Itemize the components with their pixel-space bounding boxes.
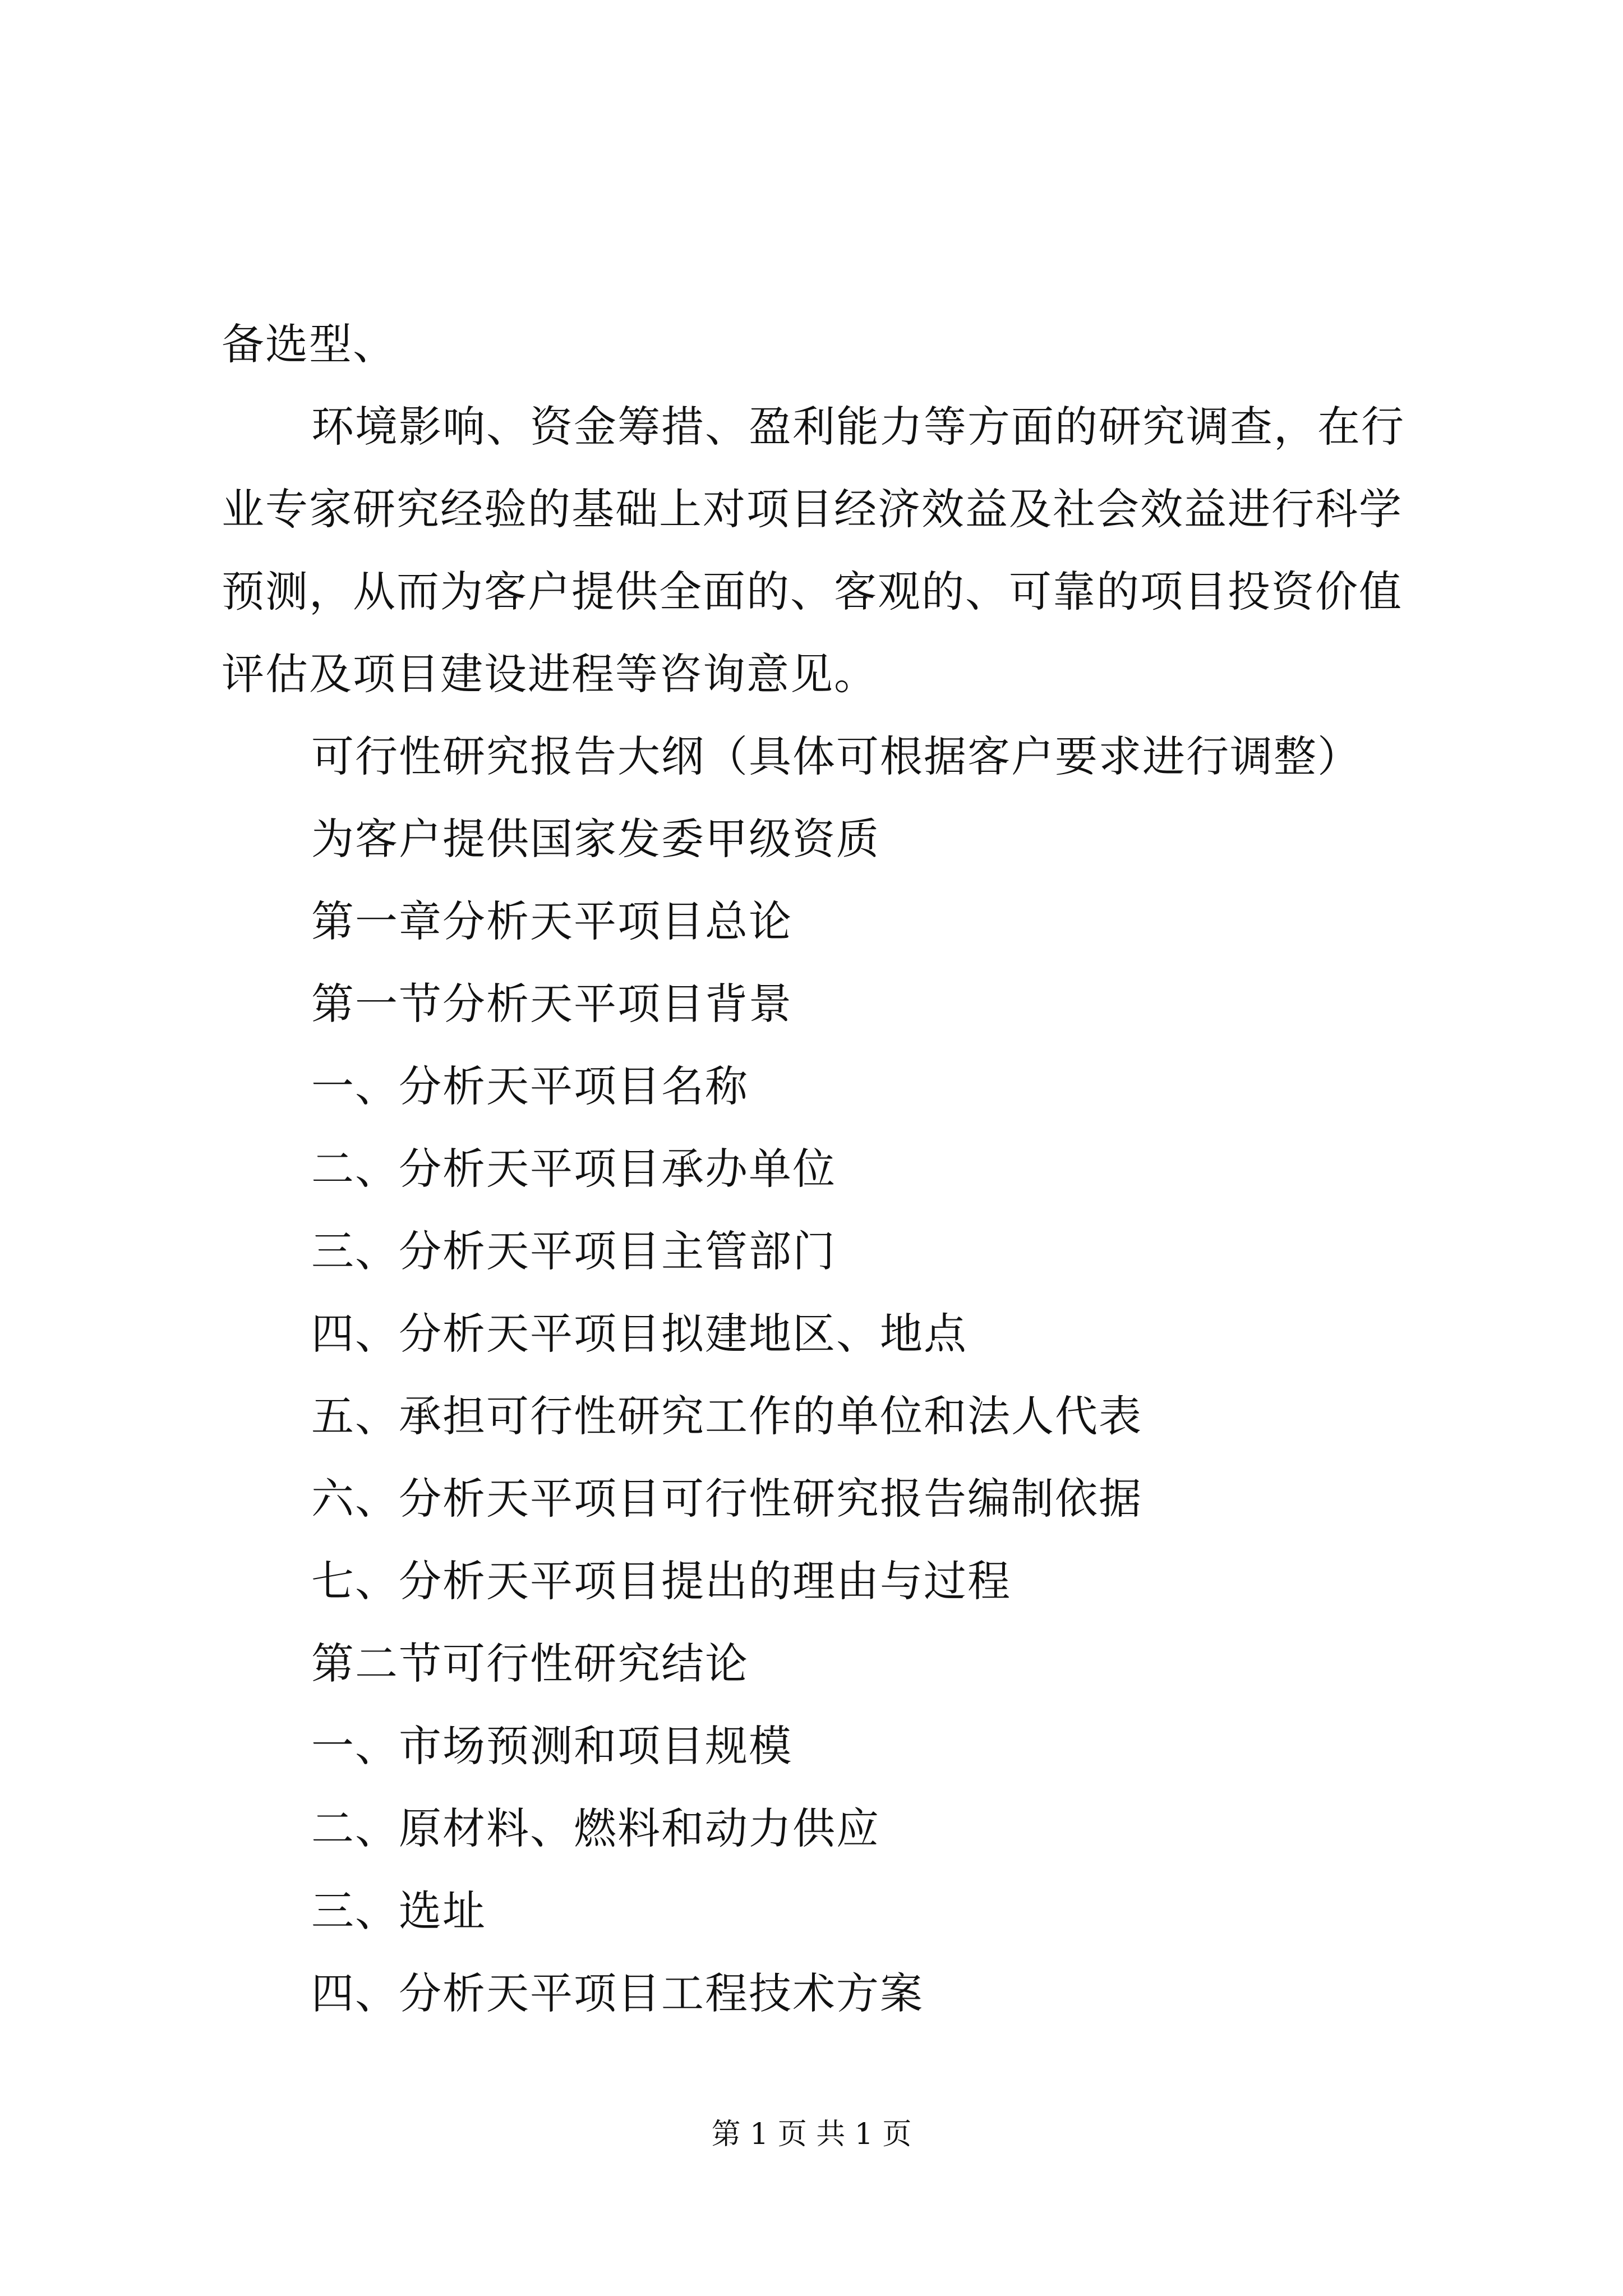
section-heading: 第一节分析天平项目背景: [311, 979, 792, 1029]
outline-item: 三、选址: [311, 1886, 486, 1936]
qualification-line: 为客户提供国家发委甲级资质: [311, 814, 880, 864]
outline-item: 五、承担可行性研究工作的单位和法人代表: [311, 1391, 1142, 1441]
section-heading: 第二节可行性研究结论: [311, 1639, 749, 1688]
outline-item: 二、分析天平项目承办单位: [311, 1144, 836, 1194]
outline-item: 七、分析天平项目提出的理由与过程: [311, 1556, 1011, 1606]
outline-item: 一、分析天平项目名称: [311, 1061, 749, 1111]
outline-title: 可行性研究报告大纲（具体可根据客户要求进行调整）: [311, 731, 1361, 781]
outline-item: 一、市场预测和项目规模: [311, 1721, 792, 1771]
outline-item: 四、分析天平项目拟建地区、地点: [311, 1309, 967, 1359]
document-body: [222, 303, 1433, 2035]
outline-item: 六、分析天平项目可行性研究报告编制依据: [311, 1474, 1142, 1524]
page-footer: 第 1 页 共 1 页: [711, 2118, 912, 2151]
outline-item: 三、分析天平项目主管部门: [311, 1226, 836, 1276]
outline-item: 二、原材料、燃料和动力供应: [311, 1803, 880, 1853]
outline-item: 四、分析天平项目工程技术方案: [311, 1968, 924, 2018]
chapter-heading: 第一章分析天平项目总论: [311, 896, 792, 946]
paragraph-fragment: 备选型、: [222, 319, 396, 369]
paragraph-research-description: 环境影响、资金筹措、盈利能力等方面的研究调查，在行业专家研究经验的基础上对项目经济效益及社会效益进行科学预测，从而为客户提供全面的、客观的、可靠的项目投资价值评估及项目建设进程等咨询意见。: [222, 402, 1405, 699]
